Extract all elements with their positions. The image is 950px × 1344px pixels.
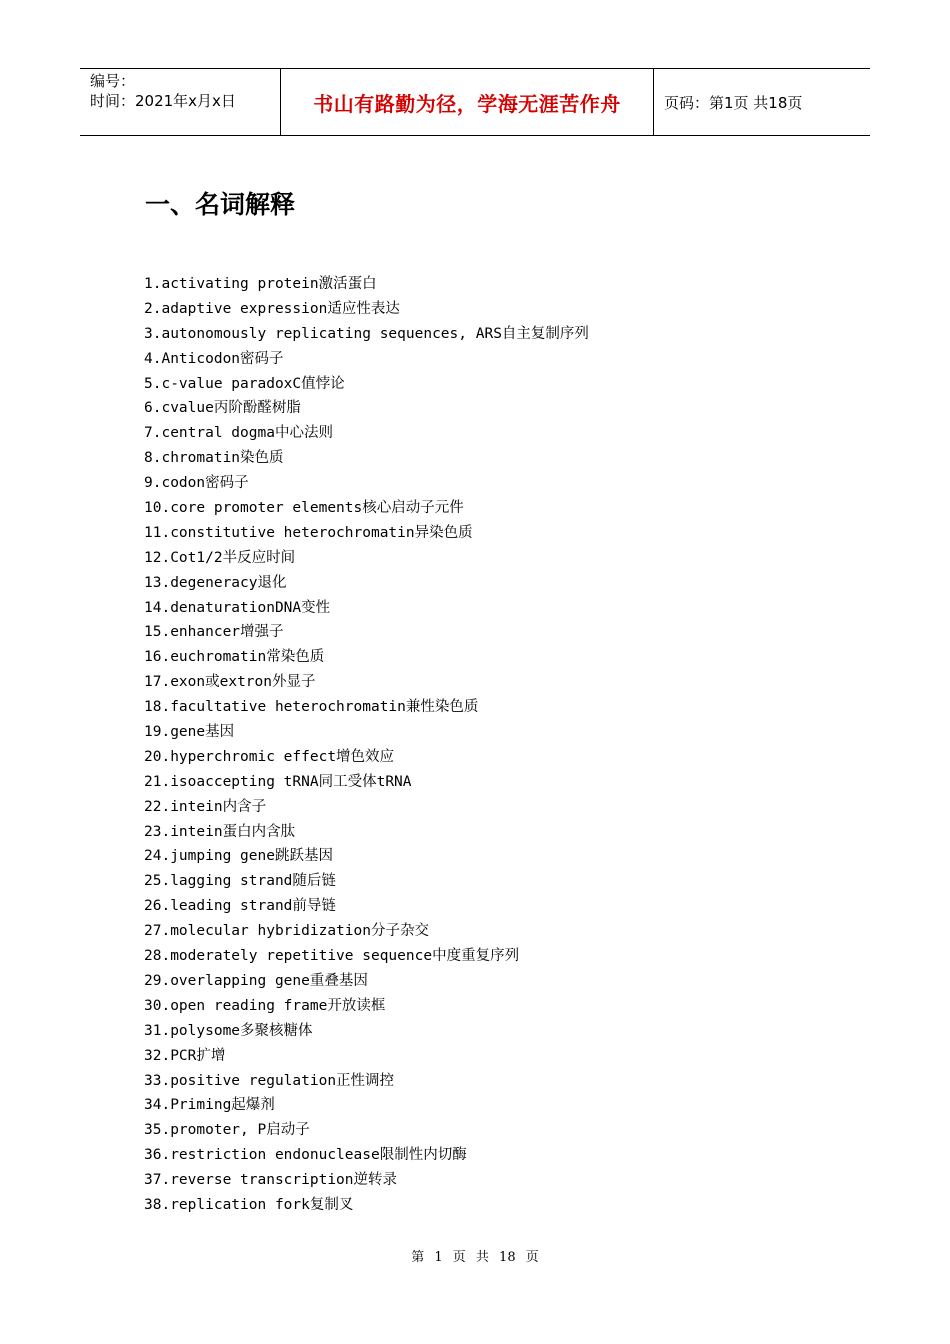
term-item: 15.enhancer增强子 <box>144 624 284 641</box>
term-list <box>144 272 589 1218</box>
term-item: 21.isoaccepting tRNA同工受体tRNA <box>144 773 412 790</box>
term-item: 2.adaptive expression适应性表达 <box>144 300 400 317</box>
header-page-info: 页码：第1页 共18页 <box>664 93 803 112</box>
term-item: 4.Anticodon密码子 <box>144 350 284 367</box>
term-item: 14.denaturationDNA变性 <box>144 599 331 616</box>
document-header <box>80 68 870 136</box>
header-page-cell <box>654 69 870 135</box>
term-item: 13.degeneracy退化 <box>144 574 287 591</box>
term-item: 8.chromatin染色质 <box>144 450 284 467</box>
page-footer: 第 1 页 共 18 页 <box>411 1250 539 1265</box>
term-item: 7.central dogma中心法则 <box>144 425 333 442</box>
term-item: 5.c-value paradoxC值悖论 <box>144 375 345 392</box>
term-item: 16.euchromatin常染色质 <box>144 649 325 666</box>
date-label: 时间：2021年x月x日 <box>90 92 236 110</box>
term-item: 23.intein蛋白内含肽 <box>144 823 296 840</box>
term-item: 12.Cot1/2半反应时间 <box>144 549 296 566</box>
term-item: 18.facultative heterochromatin兼性染色质 <box>144 699 479 716</box>
term-item: 32.PCR扩增 <box>144 1047 226 1064</box>
term-item: 31.polysome多聚核糖体 <box>144 1022 313 1039</box>
term-item: 20.hyperchromic effect增色效应 <box>144 748 395 765</box>
term-item: 29.overlapping gene重叠基因 <box>144 972 368 989</box>
term-item: 24.jumping gene跳跃基因 <box>144 848 333 865</box>
term-item: 6.cvalue丙阶酚醛树脂 <box>144 400 301 417</box>
term-item: 17.exon或extron外显子 <box>144 674 316 691</box>
term-item: 36.restriction endonuclease限制性内切酶 <box>144 1147 467 1164</box>
section-title: 一、名词解释 <box>145 190 296 219</box>
term-item: 22.intein内含子 <box>144 798 267 815</box>
header-motto: 书山有路勤为径，学海无涯苦作舟 <box>313 91 621 116</box>
header-meta-cell <box>80 69 281 135</box>
term-item: 11.constitutive heterochromatin异染色质 <box>144 524 473 541</box>
term-item: 35.promoter, P启动子 <box>144 1122 310 1139</box>
term-item: 25.lagging strand随后链 <box>144 873 336 890</box>
serial-number-label: 编号： <box>90 72 136 90</box>
term-item: 33.positive regulation正性调控 <box>144 1072 395 1089</box>
term-item: 9.codon密码子 <box>144 475 249 492</box>
term-item: 26.leading strand前导链 <box>144 898 336 915</box>
term-item: 1.activating protein激活蛋白 <box>144 276 377 292</box>
term-item: 34.Priming起爆剂 <box>144 1097 275 1114</box>
term-item: 19.gene基因 <box>144 724 235 741</box>
term-item: 28.moderately repetitive sequence中度重复序列 <box>144 948 520 965</box>
header-motto-cell <box>281 69 654 135</box>
term-item: 30.open reading frame开放读框 <box>144 997 386 1014</box>
term-item: 37.reverse transcription逆转录 <box>144 1172 398 1189</box>
term-item: 27.molecular hybridization分子杂交 <box>144 923 429 940</box>
term-item: 38.replication fork复制叉 <box>144 1196 354 1213</box>
term-item: 3.autonomously replicating sequences, ARS自主复制序列 <box>144 325 589 342</box>
term-item: 10.core promoter elements核心启动子元件 <box>144 500 464 517</box>
